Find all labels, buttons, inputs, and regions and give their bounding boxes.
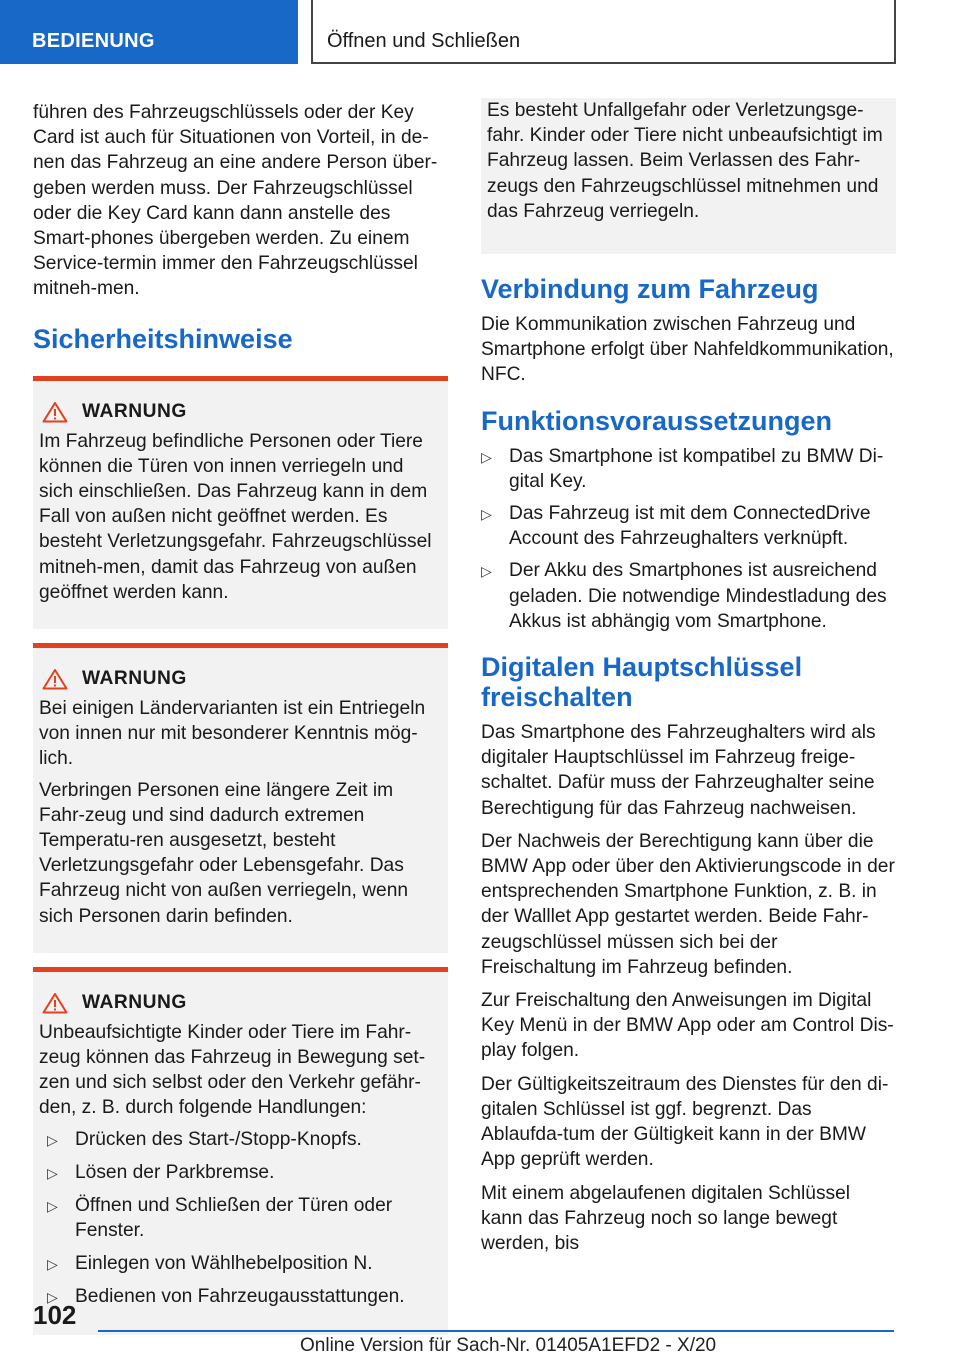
- list-item: ▷ Öffnen und Schließen der Türen oder Fenster.: [39, 1193, 442, 1243]
- triangle-bullet-icon: ▷: [481, 506, 492, 523]
- header-chapter-title: Öffnen und Schließen: [311, 0, 896, 64]
- warning-triangle-icon: [42, 668, 68, 690]
- requirements-list: [481, 444, 896, 634]
- unlock-paragraph: Der Gültigkeitszeitraum des Dienstes für den di-gitalen Schlüssel ist ggf. begrenzt. Das Ablaufda-tum der Gültigkeit kann in der BMW App geprüft werden.: [481, 1073, 889, 1171]
- warning-title: WARNUNG: [82, 668, 187, 690]
- right-column: [481, 100, 896, 1264]
- connection-paragraph: Die Kommunikation zwischen Fahrzeug und Smartphone erfolgt über Nahfeldkommunikation, NFC.: [481, 314, 894, 386]
- warning-title: WARNUNG: [82, 400, 187, 422]
- footer-divider: [98, 1330, 894, 1332]
- warning-action-list: [39, 1127, 442, 1310]
- warning-text: Im Fahrzeug befindliche Personen oder Tiere können die Türen von innen verriegeln und sich einschließen. Das Fahrzeug kann in dem Fall von außen nicht geöffnet werden. Es besteht Verletzungsgefahr. Fahrzeugschlüssel mitneh-men, damit das Fahrzeug von außen geöffnet werden kann.: [39, 430, 432, 603]
- warning-box-2: [33, 643, 448, 953]
- triangle-bullet-icon: ▷: [47, 1198, 58, 1215]
- warning-title: WARNUNG: [82, 991, 187, 1013]
- list-item: ▷ Einlegen von Wählhebelposition N.: [39, 1251, 442, 1277]
- triangle-bullet-icon: ▷: [47, 1255, 58, 1272]
- intro-paragraph: führen des Fahrzeugschlüssels oder der Key Card ist auch für Situationen von Vorteil, in de-nen das Fahrzeug an eine andere Person über-geben werden muss. Der Fahrzeugschlüssel oder die Key Card kann dann anstelle des Smart-phones übergeben werden. Zu einem Service-termin immer den Fahrzeugschlüssel mitneh-men.: [33, 102, 438, 300]
- triangle-bullet-icon: ▷: [47, 1288, 58, 1305]
- list-item: ▷ Das Fahrzeug ist mit dem ConnectedDrive Account des Fahrzeughalters verknüpft.: [481, 501, 896, 551]
- unlock-paragraph: Das Smartphone des Fahrzeughalters wird als digitaler Hauptschlüssel im Fahrzeug freige-schaltet. Dafür muss der Fahrzeughalter seine Berechtigung für das Fahrzeug nachweisen.: [481, 722, 876, 819]
- list-item: ▷ Drücken des Start-/Stopp-Knopfs.: [39, 1127, 442, 1153]
- heading-requirements: Funktionsvoraussetzungen: [481, 405, 833, 436]
- page-number: 102: [33, 1300, 77, 1330]
- heading-safety: Sicherheitshinweise: [33, 323, 293, 354]
- triangle-bullet-icon: ▷: [481, 563, 492, 580]
- unlock-paragraph: Der Nachweis der Berechtigung kann über die BMW App oder über den Aktivierungscode in der entsprechenden Smartphone Funktion, z. B. in der Walllet App gestartet werden. Beide Fahr-zeugschlüssel müssen sich bei der Freischaltung im Fahrzeug befinden.: [481, 830, 895, 978]
- unlock-paragraph: Mit einem abgelaufenen digitalen Schlüssel kann das Fahrzeug noch so lange bewegt werden, bis: [481, 1182, 851, 1254]
- header-section-label: BEDIENUNG: [0, 0, 298, 64]
- triangle-bullet-icon: ▷: [47, 1164, 58, 1181]
- triangle-bullet-icon: ▷: [481, 448, 492, 465]
- list-item: ▷ Bedienen von Fahrzeugausstattungen.: [39, 1284, 442, 1310]
- warning-text: Bei einigen Ländervarianten ist ein Entriegeln von innen nur mit besonderer Kenntnis mög-lich.: [39, 698, 426, 770]
- unlock-paragraph: Zur Freischaltung den Anweisungen im Digital Key Menü in der BMW App oder am Control Dis-play folgen.: [481, 990, 894, 1062]
- left-column: [33, 100, 448, 1335]
- heading-connection: Verbindung zum Fahrzeug: [481, 274, 819, 305]
- warning-text: Es besteht Unfallgefahr oder Verletzungsge-fahr. Kinder oder Tiere nicht unbeaufsichtigt im Fahrzeug lassen. Beim Verlassen des Fahr-zeugs den Fahrzeugschlüssel mitnehmen und das Fahrzeug verriegeln.: [487, 100, 883, 222]
- warning-triangle-icon: [42, 401, 68, 423]
- triangle-bullet-icon: ▷: [47, 1131, 58, 1148]
- warning-triangle-icon: [42, 992, 68, 1014]
- warning-text: Unbeaufsichtigte Kinder oder Tiere im Fahr-zeug können das Fahrzeug in Bewegung set-zen und sich selbst oder den Verkehr gefähr-den, z. B. durch folgende Handlungen:: [39, 1021, 426, 1119]
- warning-box-1: [33, 376, 448, 629]
- warning-box-continued: [481, 98, 896, 254]
- footer-version-text: Online Version für Sach-Nr. 01405A1EFD2 - X/20: [300, 1335, 717, 1356]
- list-item: ▷ Das Smartphone ist kompatibel zu BMW Di-gital Key.: [481, 444, 896, 494]
- warning-text: Verbringen Personen eine längere Zeit im Fahr-zeug und sind dadurch extremen Temperatu-ren ausgesetzt, besteht Verletzungsgefahr oder Lebensgefahr. Das Fahrzeug nicht von außen verriegeln, wenn sich Personen darin befinden.: [39, 779, 409, 927]
- list-item: ▷ Der Akku des Smartphones ist ausreichend geladen. Die notwendige Mindestladung des Akkus ist abhängig vom Smartphone.: [481, 558, 896, 634]
- heading-unlock: Digitalen Hauptschlüssel freischalten: [481, 652, 803, 713]
- list-item: ▷ Lösen der Parkbremse.: [39, 1160, 442, 1186]
- warning-box-3: [33, 967, 448, 1335]
